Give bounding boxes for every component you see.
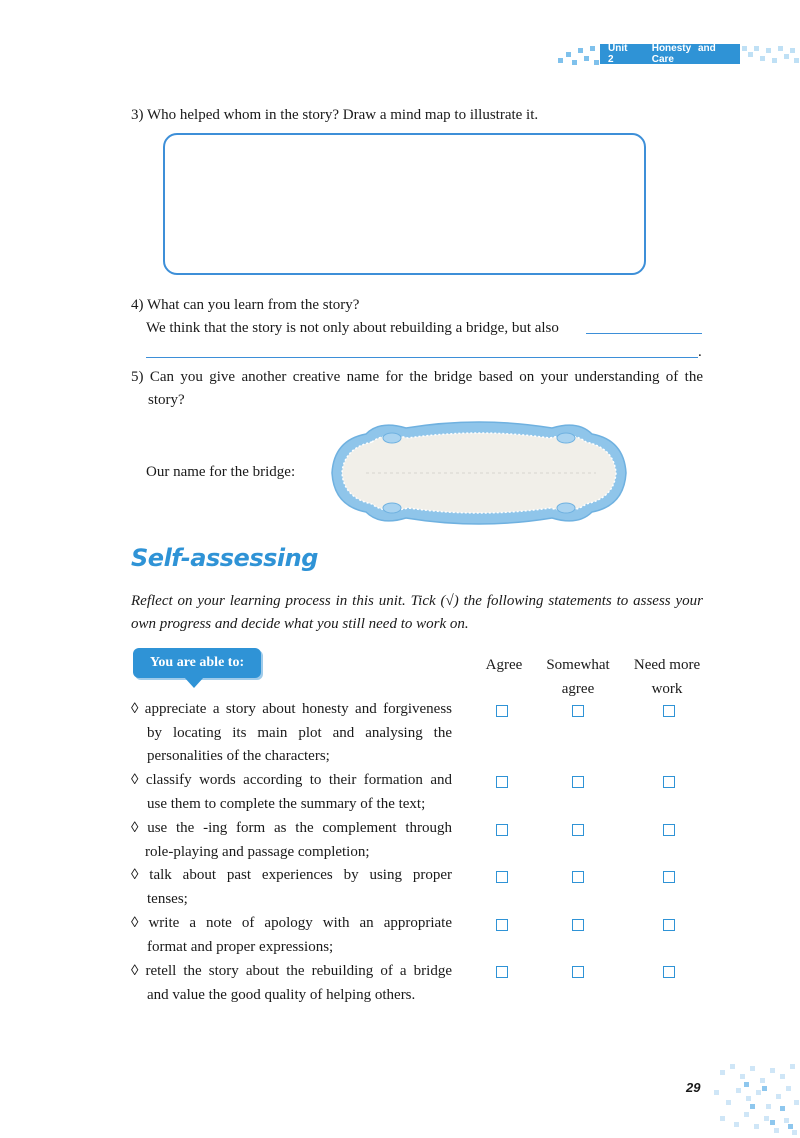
statement-4: ◊ talk about past experiences by using proper tenses; — [131, 867, 452, 907]
checkbox-1-somewhat-agree[interactable] — [572, 705, 584, 717]
checkbox-6-need-more-work[interactable] — [663, 966, 675, 978]
checkbox-5-somewhat-agree[interactable] — [572, 919, 584, 931]
unit-title: Honesty and Care — [651, 43, 716, 65]
question-5-line-2: story? — [148, 392, 185, 408]
checkbox-3-agree[interactable] — [496, 824, 508, 836]
checkbox-4-agree[interactable] — [496, 871, 508, 883]
statement-3: ◊ use the -ing form as the complement through role-playing and passage completion; — [131, 820, 452, 860]
checkbox-2-need-more-work[interactable] — [663, 776, 675, 788]
column-header-agree: Agree — [485, 657, 523, 673]
section-intro: Reflect on your learning process in this unit. Tick (√) the following statements to assess your own progress and decide what you still need to work on. — [131, 593, 703, 632]
checkbox-1-agree[interactable] — [496, 705, 508, 717]
checkbox-3-somewhat-agree[interactable] — [572, 824, 584, 836]
statement-6: ◊ retell the story about the rebuilding of a bridge and value the good quality of helping others. — [131, 963, 452, 1003]
checkbox-5-need-more-work[interactable] — [663, 919, 675, 931]
question-4: 4) What can you learn from the story? — [131, 297, 360, 313]
checkbox-2-somewhat-agree[interactable] — [572, 776, 584, 788]
bridge-name-label: Our name for the bridge: — [146, 464, 296, 480]
checkbox-4-need-more-work[interactable] — [663, 871, 675, 883]
page-number: 29 — [686, 1080, 701, 1095]
mind-map-box[interactable] — [163, 133, 646, 275]
callout-tail — [184, 677, 204, 688]
column-header-somewhat-agree: Somewhat agree — [546, 657, 610, 697]
question-3: 3) Who helped whom in the story? Draw a mind map to illustrate it. — [131, 107, 539, 123]
answer-period: . — [698, 344, 702, 360]
name-plaque-frame[interactable] — [326, 420, 632, 526]
unit-label: Unit 2 — [608, 43, 628, 65]
answer-line-1[interactable] — [586, 333, 702, 334]
statement-5: ◊ write a note of apology with an appropriate format and proper expressions; — [131, 915, 452, 955]
checkbox-6-somewhat-agree[interactable] — [572, 966, 584, 978]
statement-1: ◊ appreciate a story about honesty and forgiveness by locating its main plot and analysing the personalities of the characters; — [131, 701, 452, 764]
column-header-need-more-work: Need more work — [633, 657, 701, 697]
section-title: Self-assessing — [131, 544, 318, 572]
statement-2: ◊ classify words according to their formation and use them to complete the summary of the text; — [131, 772, 452, 812]
unit-header-tab — [600, 44, 740, 64]
checkbox-4-somewhat-agree[interactable] — [572, 871, 584, 883]
question-5-line-1: 5) Can you give another creative name for the bridge based on your understanding of the — [131, 369, 703, 385]
checkbox-5-agree[interactable] — [496, 919, 508, 931]
question-4-prompt: We think that the story is not only about rebuilding a bridge, but also — [146, 320, 559, 336]
checkbox-6-agree[interactable] — [496, 966, 508, 978]
checkbox-1-need-more-work[interactable] — [663, 705, 675, 717]
answer-line-2[interactable] — [146, 357, 698, 358]
checkbox-2-agree[interactable] — [496, 776, 508, 788]
corner-pixel-decoration — [700, 1060, 800, 1138]
callout-label: You are able to: — [133, 648, 261, 678]
checkbox-3-need-more-work[interactable] — [663, 824, 675, 836]
